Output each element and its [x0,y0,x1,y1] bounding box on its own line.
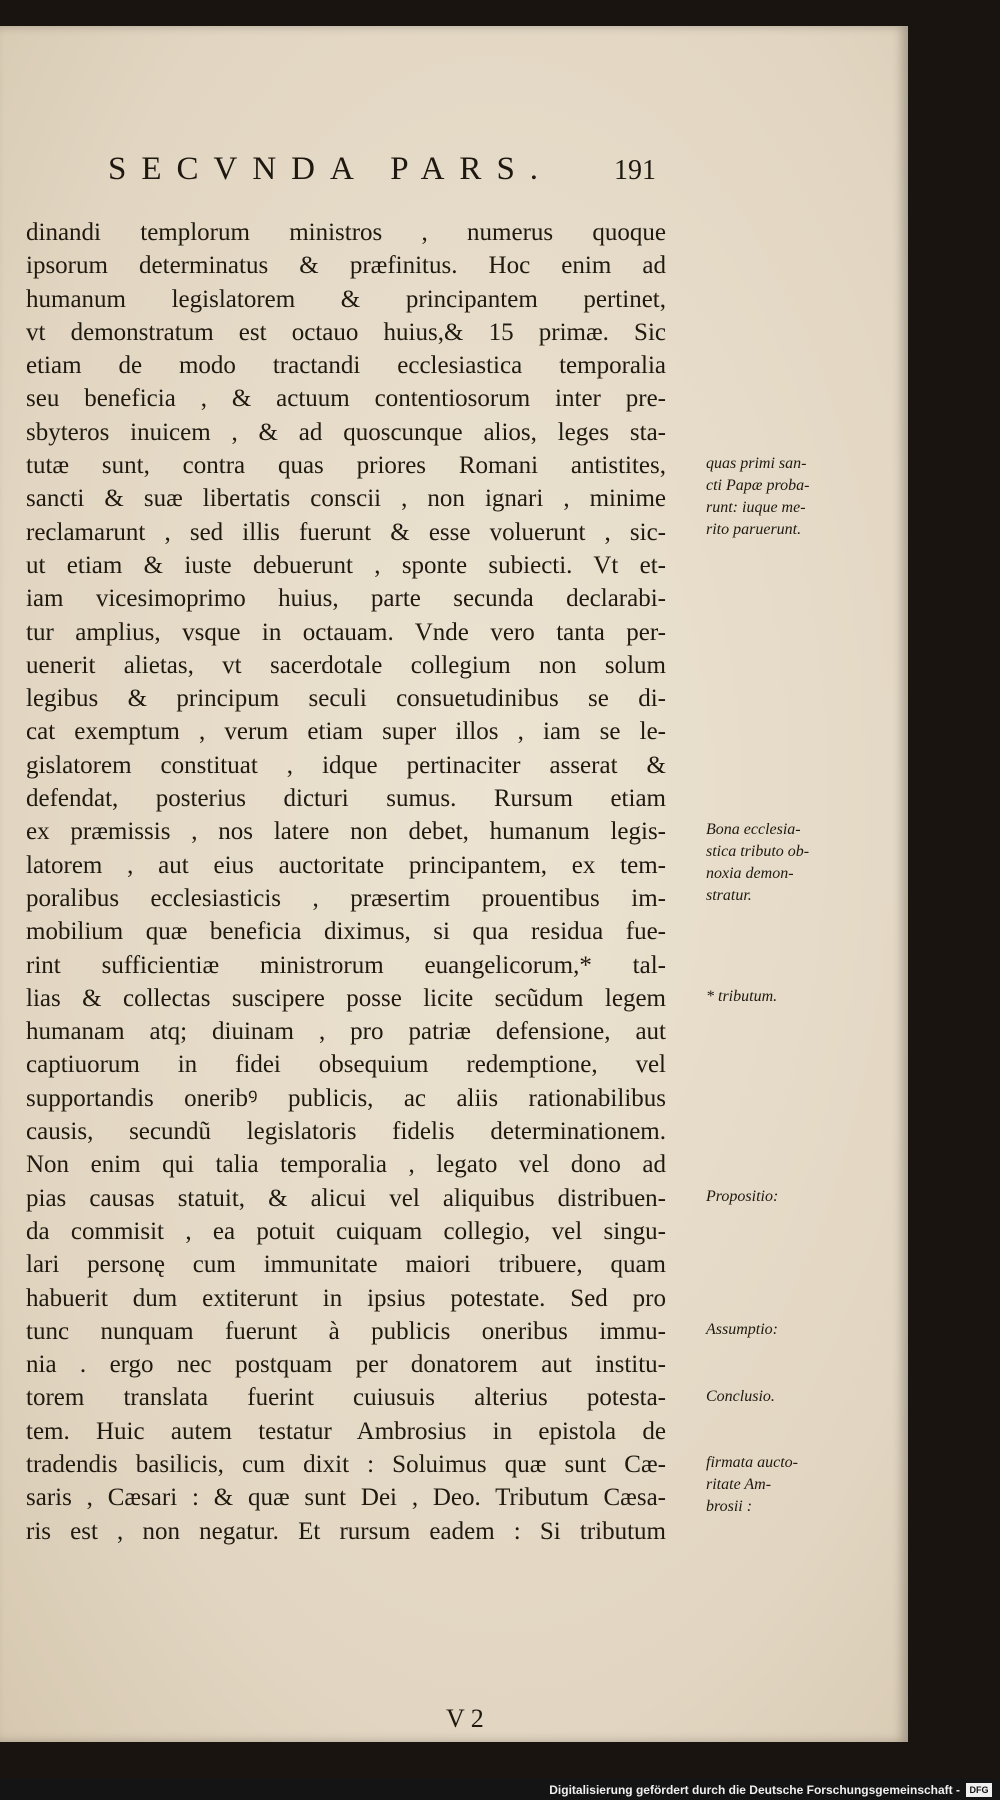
text-line: pias causas statuit, & alicui vel aliquibus distribuen- [26,1184,666,1212]
margin-note-line: runt: iuque me- [706,499,806,517]
text-line: mobilium quæ beneficia diximus, si qua residua fue- [26,918,666,946]
text-line: humanum legislatorem & principantem pertinet, [26,285,666,313]
text-line: tur amplius, vsque in octauam. Vnde vero tanta per- [26,618,666,646]
text-line: etiam de modo tractandi ecclesiastica temporalia [26,352,666,380]
page-header [0,151,908,201]
text-line: saris , Cæsari : & quæ sunt Dei , Deo. Tributum Cæsa- [26,1484,666,1512]
margin-note [706,1452,798,1518]
text-line: captiuorum in fidei obsequium redemptione, vel [26,1051,666,1079]
text-line: vt demonstratum est octauo huius,& 15 primæ. Sic [26,318,666,346]
signature-mark: V 2 [446,1704,484,1733]
text-line: ut etiam & iuste debuerunt , sponte subiecti. Vt et- [26,551,666,579]
text-line: tutæ sunt, contra quas priores Romani antistites, [26,452,666,480]
margin-note-line: brosii : [706,1498,753,1516]
running-head: SECVNDA PARS. [108,151,554,187]
text-line: gislatorem constituat , idque pertinaciter asserat & [26,751,666,779]
margin-note-line: firmata aucto- [706,1454,798,1472]
margin-note-line: rito paruerunt. [706,521,802,539]
text-line: iam vicesimoprimo huius, parte secunda declarabi- [26,585,666,613]
margin-note-line: stica tributo ob- [706,843,810,861]
margin-note-line: Bona ecclesia- [706,821,801,839]
text-line: Non enim qui talia temporalia , legato vel dono ad [26,1151,666,1179]
margin-note-line: Propositio: [706,1187,779,1205]
text-line: seu beneficia , & actuum contentiosorum inter pre- [26,385,666,413]
text-line: defendat, posterius dicturi sumus. Rursum etiam [26,785,666,813]
page-number: 191 [614,155,656,186]
margin-note [706,1186,778,1208]
text-line: lias & collectas suscipere posse licite secũdum legem [26,984,666,1012]
margin-note [706,453,809,541]
margin-note-line: ritate Am- [706,1476,772,1494]
text-line: cat exemptum , verum etiam super illos , iam se le- [26,718,666,746]
margin-note-line: Conclusio. [706,1387,775,1405]
text-line: lari personę cum immunitate maiori tribuere, quam [26,1251,666,1279]
text-line: causis, secundũ legislatoris fidelis determinationem. [26,1118,666,1146]
text-line: ex præmissis , nos latere non debet, humanum legis- [26,818,666,846]
margin-note [706,1386,775,1408]
text-line: sbyteros inuicem , & ad quoscunque alios, leges sta- [26,418,666,446]
margin-note [706,819,809,907]
margin-note-line: * tributum. [706,987,778,1005]
text-line: habuerit dum extiterunt in ipsius potestate. Sed pro [26,1284,666,1312]
text-line: tradendis basilicis, cum dixit : Soluimus quæ sunt Cæ- [26,1450,666,1478]
book-page [0,26,908,1742]
text-line: reclamarunt , sed illis fuerunt & esse voluerunt , sic- [26,518,666,546]
margin-note-line: cti Papæ proba- [706,477,810,495]
text-line: da commisit , ea potuit cuiquam collegio, vel singu- [26,1217,666,1245]
text-line: humanam atq; diuinam , pro patriæ defensione, aut [26,1018,666,1046]
text-line: latorem , aut eius auctoritate principantem, ex tem- [26,851,666,879]
text-line: ris est , non negatur. Et rursum eadem : Si tributum [26,1517,666,1545]
text-line: legibus & principum seculi consuetudinibus se di- [26,685,666,713]
margin-note-line: noxia demon- [706,865,794,883]
footer-bar [0,1778,1000,1800]
margin-note-line: quas primi san- [706,455,807,473]
body-text [26,216,810,1548]
text-line: ipsorum determinatus & præfinitus. Hoc enim ad [26,252,666,280]
margin-note [706,1319,778,1341]
text-line: supportandis oneribꝰ publicis, ac aliis rationabilibus [26,1084,666,1112]
text-line: uenerit alietas, vt sacerdotale collegium non solum [26,651,666,679]
text-line: nia . ergo nec postquam per donatorem aut institu- [26,1351,666,1379]
text-line: poralibus ecclesiasticis , præsertim prouentibus im- [26,884,666,912]
text-line: torem translata fuerint cuiusuis alterius potesta- [26,1384,666,1412]
margin-note-line: Assumptio: [706,1320,778,1338]
text-line: rint sufficientiæ ministrorum euangelicorum,* tal- [26,951,666,979]
text-line: tem. Huic autem testatur Ambrosius in epistola de [26,1417,666,1445]
text-line: tunc nunquam fuerunt à publicis oneribus immu- [26,1317,666,1345]
footer-credit: Digitalisierung gefördert durch die Deutsche Forschungsgemeinschaft - [549,1783,960,1797]
text-line: sancti & suæ libertatis conscii , non ignari , minime [26,485,666,513]
margin-note-line: stratur. [706,887,752,905]
text-line: dinandi templorum ministros , numerus quoque [26,219,666,246]
margin-note [706,986,777,1008]
dfg-logo: DFG [966,1783,992,1797]
